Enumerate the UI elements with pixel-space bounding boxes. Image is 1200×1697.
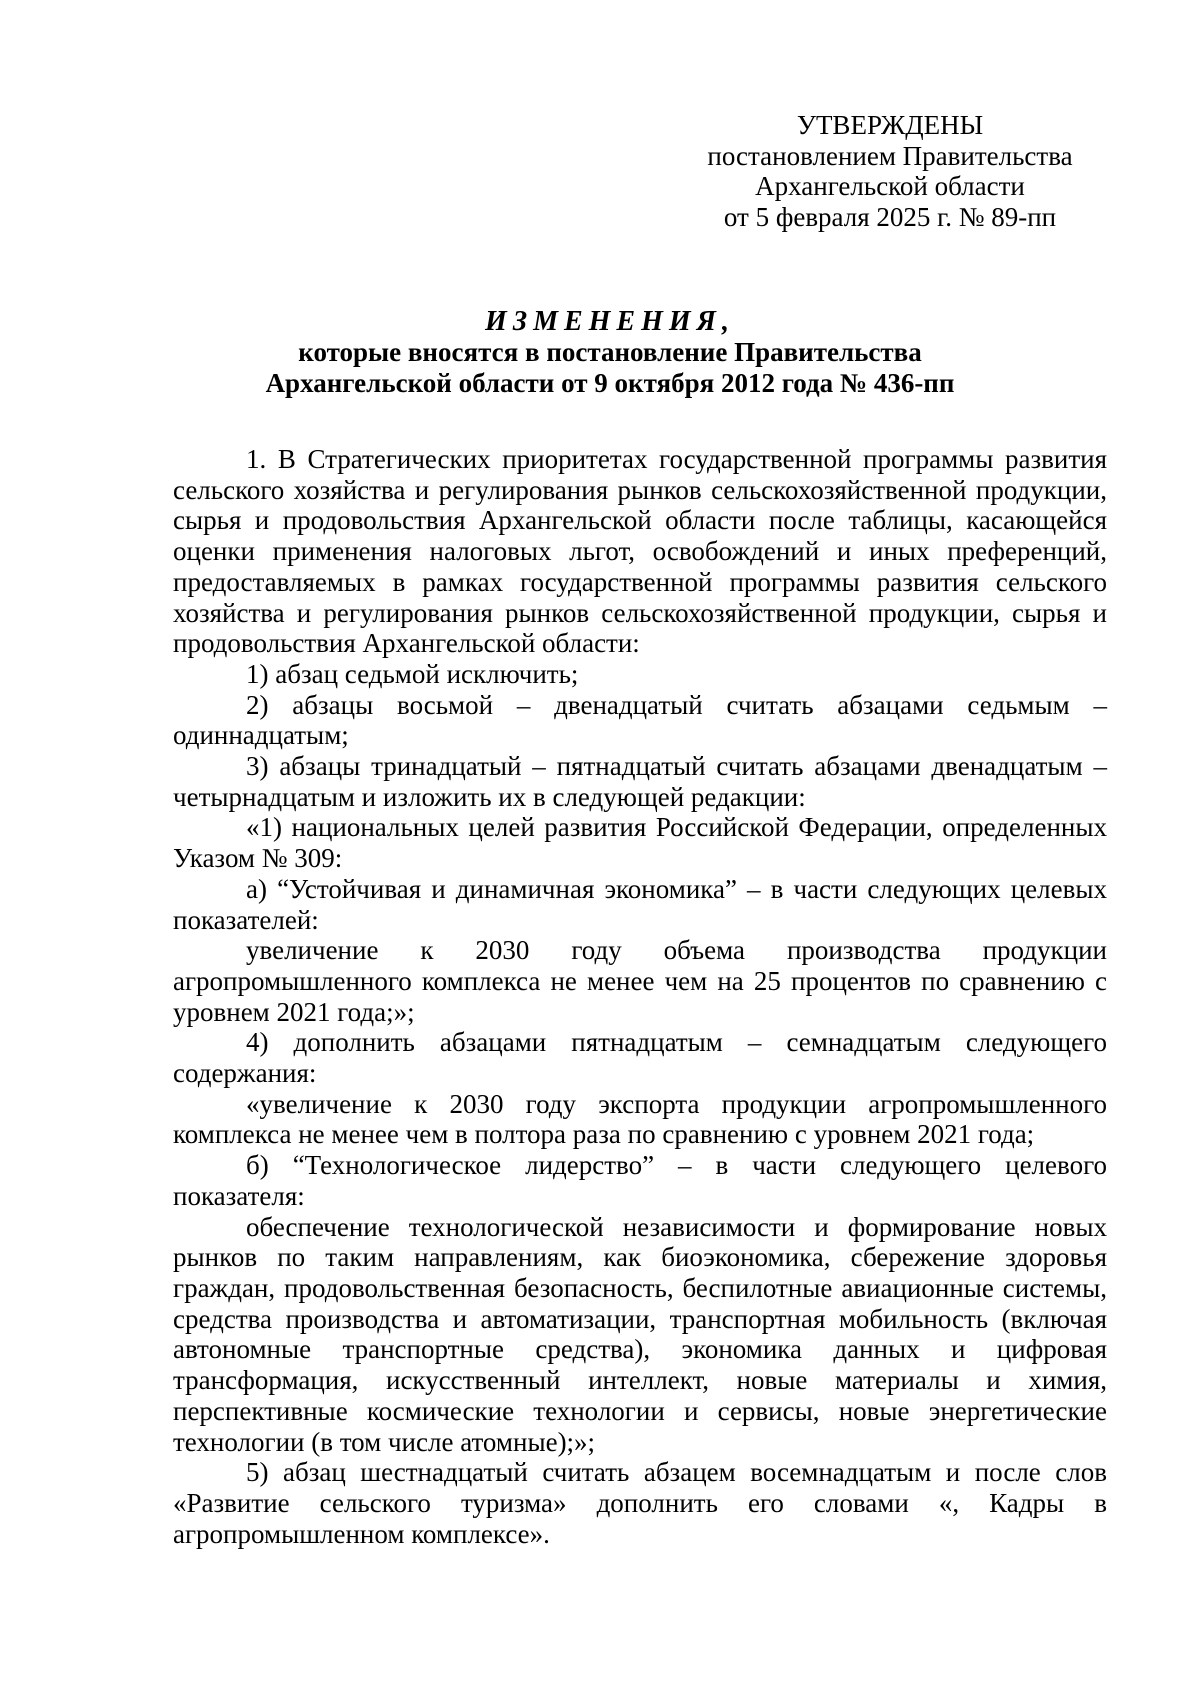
document-body: [173, 444, 1107, 1549]
paragraph-5: «1) национальных целей развития Российской Федерации, определенных Указом № 309:: [173, 812, 1107, 874]
paragraph-10: б) “Технологическое лидерство” – в части следующего целевого показателя:: [173, 1150, 1107, 1211]
approval-line-1: постановлением Правительства: [707, 140, 1073, 171]
paragraph-1: 1. В Стратегических приоритетах государственной программы развития сельского хозяйства и регулирования рынков сельскохозяйственной продукции, сырья и продовольствия Архангельской области после таблицы, касающейся оценки применения налоговых льгот, освобождений и иных преференций, предоставляемых в рамках государственной программы развития сельского хозяйства и регулирования рынков сельскохозяйственной продукции, сырья и продовольствия Архангельской области:: [173, 444, 1107, 659]
approval-line-2: Архангельской области: [755, 171, 1025, 201]
paragraph-2: 1) абзац седьмой исключить;: [246, 658, 579, 689]
paragraph-6: а) “Устойчивая и динамичная экономика” – в части следующих целевых показателей:: [173, 873, 1107, 935]
heading-title: ИЗМЕНЕНИЯ,: [485, 306, 735, 337]
document-heading: [150, 306, 1070, 399]
approval-title: УТВЕРЖДЕНЫ: [796, 110, 984, 140]
heading-line-1: которые вносятся в постановление Правительства: [298, 337, 922, 367]
paragraph-7: увеличение к 2030 году объема производства продукции агропромышленного комплекса не менее чем на 25 процентов по сравнению с уровнем 2021 года;»;: [173, 935, 1107, 1027]
paragraph-11: обеспечение технологической независимости и формирование новых рынков по таким направлениям, как биоэкономика, сбережение здоровья граждан, продовольственная безопасность, беспилотные авиационные системы, средства производства и автоматизации, транспортная мобильность (включая автономные транспортные средства), экономика данных и цифровая трансформация, искусственный интеллект, новые материалы и химия, перспективные космические технологии и сервисы, новые энергетические технологии (в том числе атомные);»;: [173, 1211, 1107, 1457]
heading-line-2: Архангельской области от 9 октября 2012 года № 436-пп: [265, 368, 955, 398]
approval-block: [680, 110, 1100, 232]
approval-line-3: от 5 февраля 2025 г. № 89-пп: [723, 201, 1057, 232]
paragraph-4: 3) абзацы тринадцатый – пятнадцатый считать абзацами двенадцатым – четырнадцатым и изложить их в следующей редакции:: [173, 751, 1107, 812]
paragraph-3: 2) абзацы восьмой – двенадцатый считать абзацами седьмым – одиннадцатым;: [173, 689, 1107, 751]
paragraph-8: 4) дополнить абзацами пятнадцатым – семнадцатым следующего содержания:: [173, 1027, 1107, 1089]
paragraph-9: «увеличение к 2030 году экспорта продукции агропромышленного комплекса не менее чем в полтора раза по сравнению с уровнем 2021 года;: [173, 1088, 1107, 1150]
paragraph-12: 5) абзац шестнадцатый считать абзацем восемнадцатым и после слов «Развитие сельского туризма» дополнить его словами «, Кадры в агропромышленном комплексе».: [173, 1457, 1107, 1549]
